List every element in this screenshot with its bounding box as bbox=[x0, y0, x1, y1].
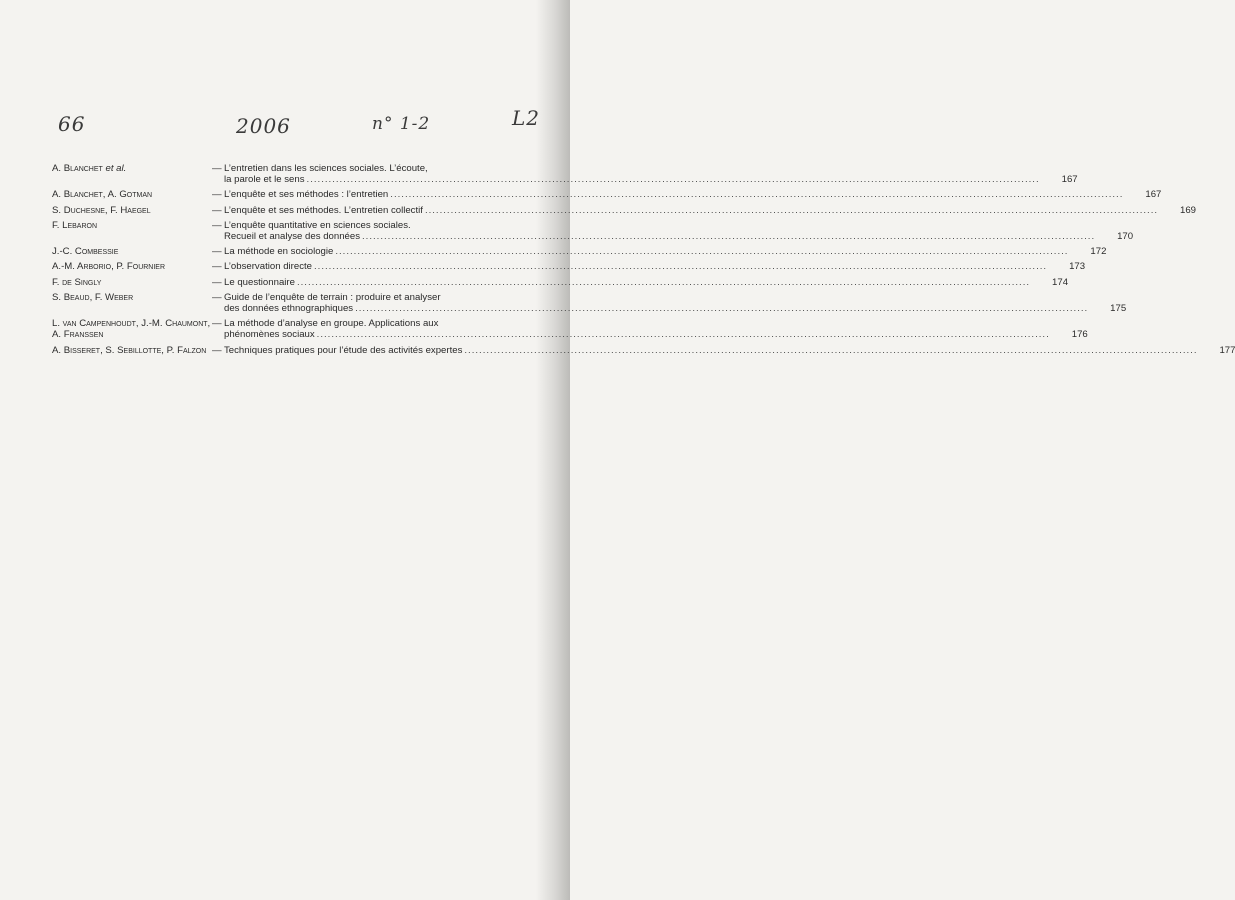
toc-title: L’enquête et ses méthodes : l’entretien ........................................................................................................................................................................................................ 167 bbox=[224, 189, 1162, 201]
author-names: A. Blanchet bbox=[52, 163, 103, 174]
toc-page-number: 175 bbox=[1110, 303, 1127, 315]
toc-page-number: 167 bbox=[1061, 174, 1078, 186]
toc-title: L’enquête quantitative en sciences sociales. Recueil et analyse des données ........................................................................................................................................................................................................ 170 bbox=[224, 219, 1134, 243]
toc-title: L’entretien dans les sciences sociales. L’écoute, la parole et le sens ........................................................................................................................................................................................................ 167 bbox=[224, 163, 1078, 186]
toc-title: L’enquête et ses méthodes. L’entretien collectif ........................................................................................................................................................................................................ 169 bbox=[224, 204, 1197, 216]
toc-entry: A.-M. Arborio, P. Fournier — L’observation directe ........................................................................................................................................................................................................ 173 bbox=[52, 261, 1086, 273]
toc-authors: J.-C. Combessie bbox=[52, 246, 119, 258]
toc-page-number: 177 bbox=[1219, 344, 1235, 356]
toc-page-number: 176 bbox=[1071, 329, 1088, 341]
handwritten-annotation-number: n° 1-2 bbox=[372, 114, 431, 134]
toc-title: Guide de l’enquête de terrain : produire et analyser des données ethnographiques ........................................................................................................................................................................................................ 175 bbox=[224, 291, 1127, 315]
toc-page-number: 167 bbox=[1145, 189, 1162, 201]
table-of-contents bbox=[52, 163, 1235, 360]
toc-entry: A. Bisseret, S. Sebillotte, P. Falzon — Techniques pratiques pour l’étude des activités expertes ........................................................................................................................................................................................................ 177 bbox=[52, 344, 1235, 356]
toc-page-number: 170 bbox=[1117, 231, 1134, 243]
toc-title: L’observation directe ........................................................................................................................................................................................................ 173 bbox=[224, 261, 1086, 273]
toc-entry: A. Blanchet, A. Gotman — L’enquête et ses méthodes : l’entretien ........................................................................................................................................................................................................ 167 bbox=[52, 189, 1162, 201]
toc-authors: A.-M. Arborio, P. Fournier bbox=[52, 261, 166, 273]
toc-entry: F. Lebaron — L’enquête quantitative en sciences sociales. Recueil et analyse des données ........................................................................................................................................................................................................ 170 bbox=[52, 219, 1134, 243]
toc-entry: S. Duchesne, F. Haegel — L’enquête et ses méthodes. L’entretien collectif ........................................................................................................................................................................................................ 169 bbox=[52, 204, 1197, 216]
toc-authors: L. van Campenhoudt, J.-M. Chaumont, A. Franssen bbox=[52, 318, 211, 341]
toc-entry: S. Beaud, F. Weber — Guide de l’enquête de terrain : produire et analyser des données ethnographiques ........................................................................................................................................................................................................ 175 bbox=[52, 291, 1127, 315]
toc-entry: F. de Singly — Le questionnaire ........................................................................................................................................................................................................ 174 bbox=[52, 276, 1069, 288]
toc-title: La méthode d’analyse en groupe. Applications aux phénomènes sociaux ........................................................................................................................................................................................................ 176 bbox=[224, 318, 1088, 341]
toc-title: La méthode en sociologie ........................................................................................................................................................................................................ 172 bbox=[224, 246, 1107, 258]
handwritten-annotation-year: 2006 bbox=[236, 114, 291, 138]
toc-authors: S. Duchesne, F. Haegel bbox=[52, 204, 151, 216]
toc-title: Le questionnaire ........................................................................................................................................................................................................ 174 bbox=[224, 276, 1069, 288]
handwritten-annotation-left: 66 bbox=[58, 112, 86, 136]
handwritten-annotation-right: L2 bbox=[512, 106, 541, 130]
toc-entry: A. Blanchet et al. — L’entretien dans les sciences sociales. L’écoute, la parole et le sens ........................................................................................................................................................................................................ 167 bbox=[52, 163, 1078, 186]
toc-authors: F. de Singly bbox=[52, 276, 102, 288]
toc-entry: L. van Campenhoudt, J.-M. Chaumont, A. Franssen — La méthode d’analyse en groupe. Applications aux phénomènes sociaux ........................................................................................................................................................................................................ 176 bbox=[52, 318, 1088, 341]
toc-title: Techniques pratiques pour l’étude des activités expertes ........................................................................................................................................................................................................ 177 bbox=[224, 344, 1235, 356]
toc-authors: A. Blanchet et al. bbox=[52, 163, 127, 174]
toc-page-number: 172 bbox=[1090, 246, 1107, 258]
toc-authors: S. Beaud, F. Weber bbox=[52, 291, 134, 303]
toc-page-number: 174 bbox=[1052, 276, 1069, 288]
toc-entry: J.-C. Combessie — La méthode en sociologie ........................................................................................................................................................................................................ 172 bbox=[52, 246, 1107, 258]
page-edge-shadow bbox=[536, 0, 570, 900]
toc-page-number: 173 bbox=[1069, 261, 1086, 273]
toc-authors: A. Bisseret, S. Sebillotte, P. Falzon bbox=[52, 344, 207, 356]
toc-page-number: 169 bbox=[1180, 204, 1197, 216]
toc-authors: F. Lebaron bbox=[52, 219, 98, 231]
toc-authors: A. Blanchet, A. Gotman bbox=[52, 189, 153, 201]
